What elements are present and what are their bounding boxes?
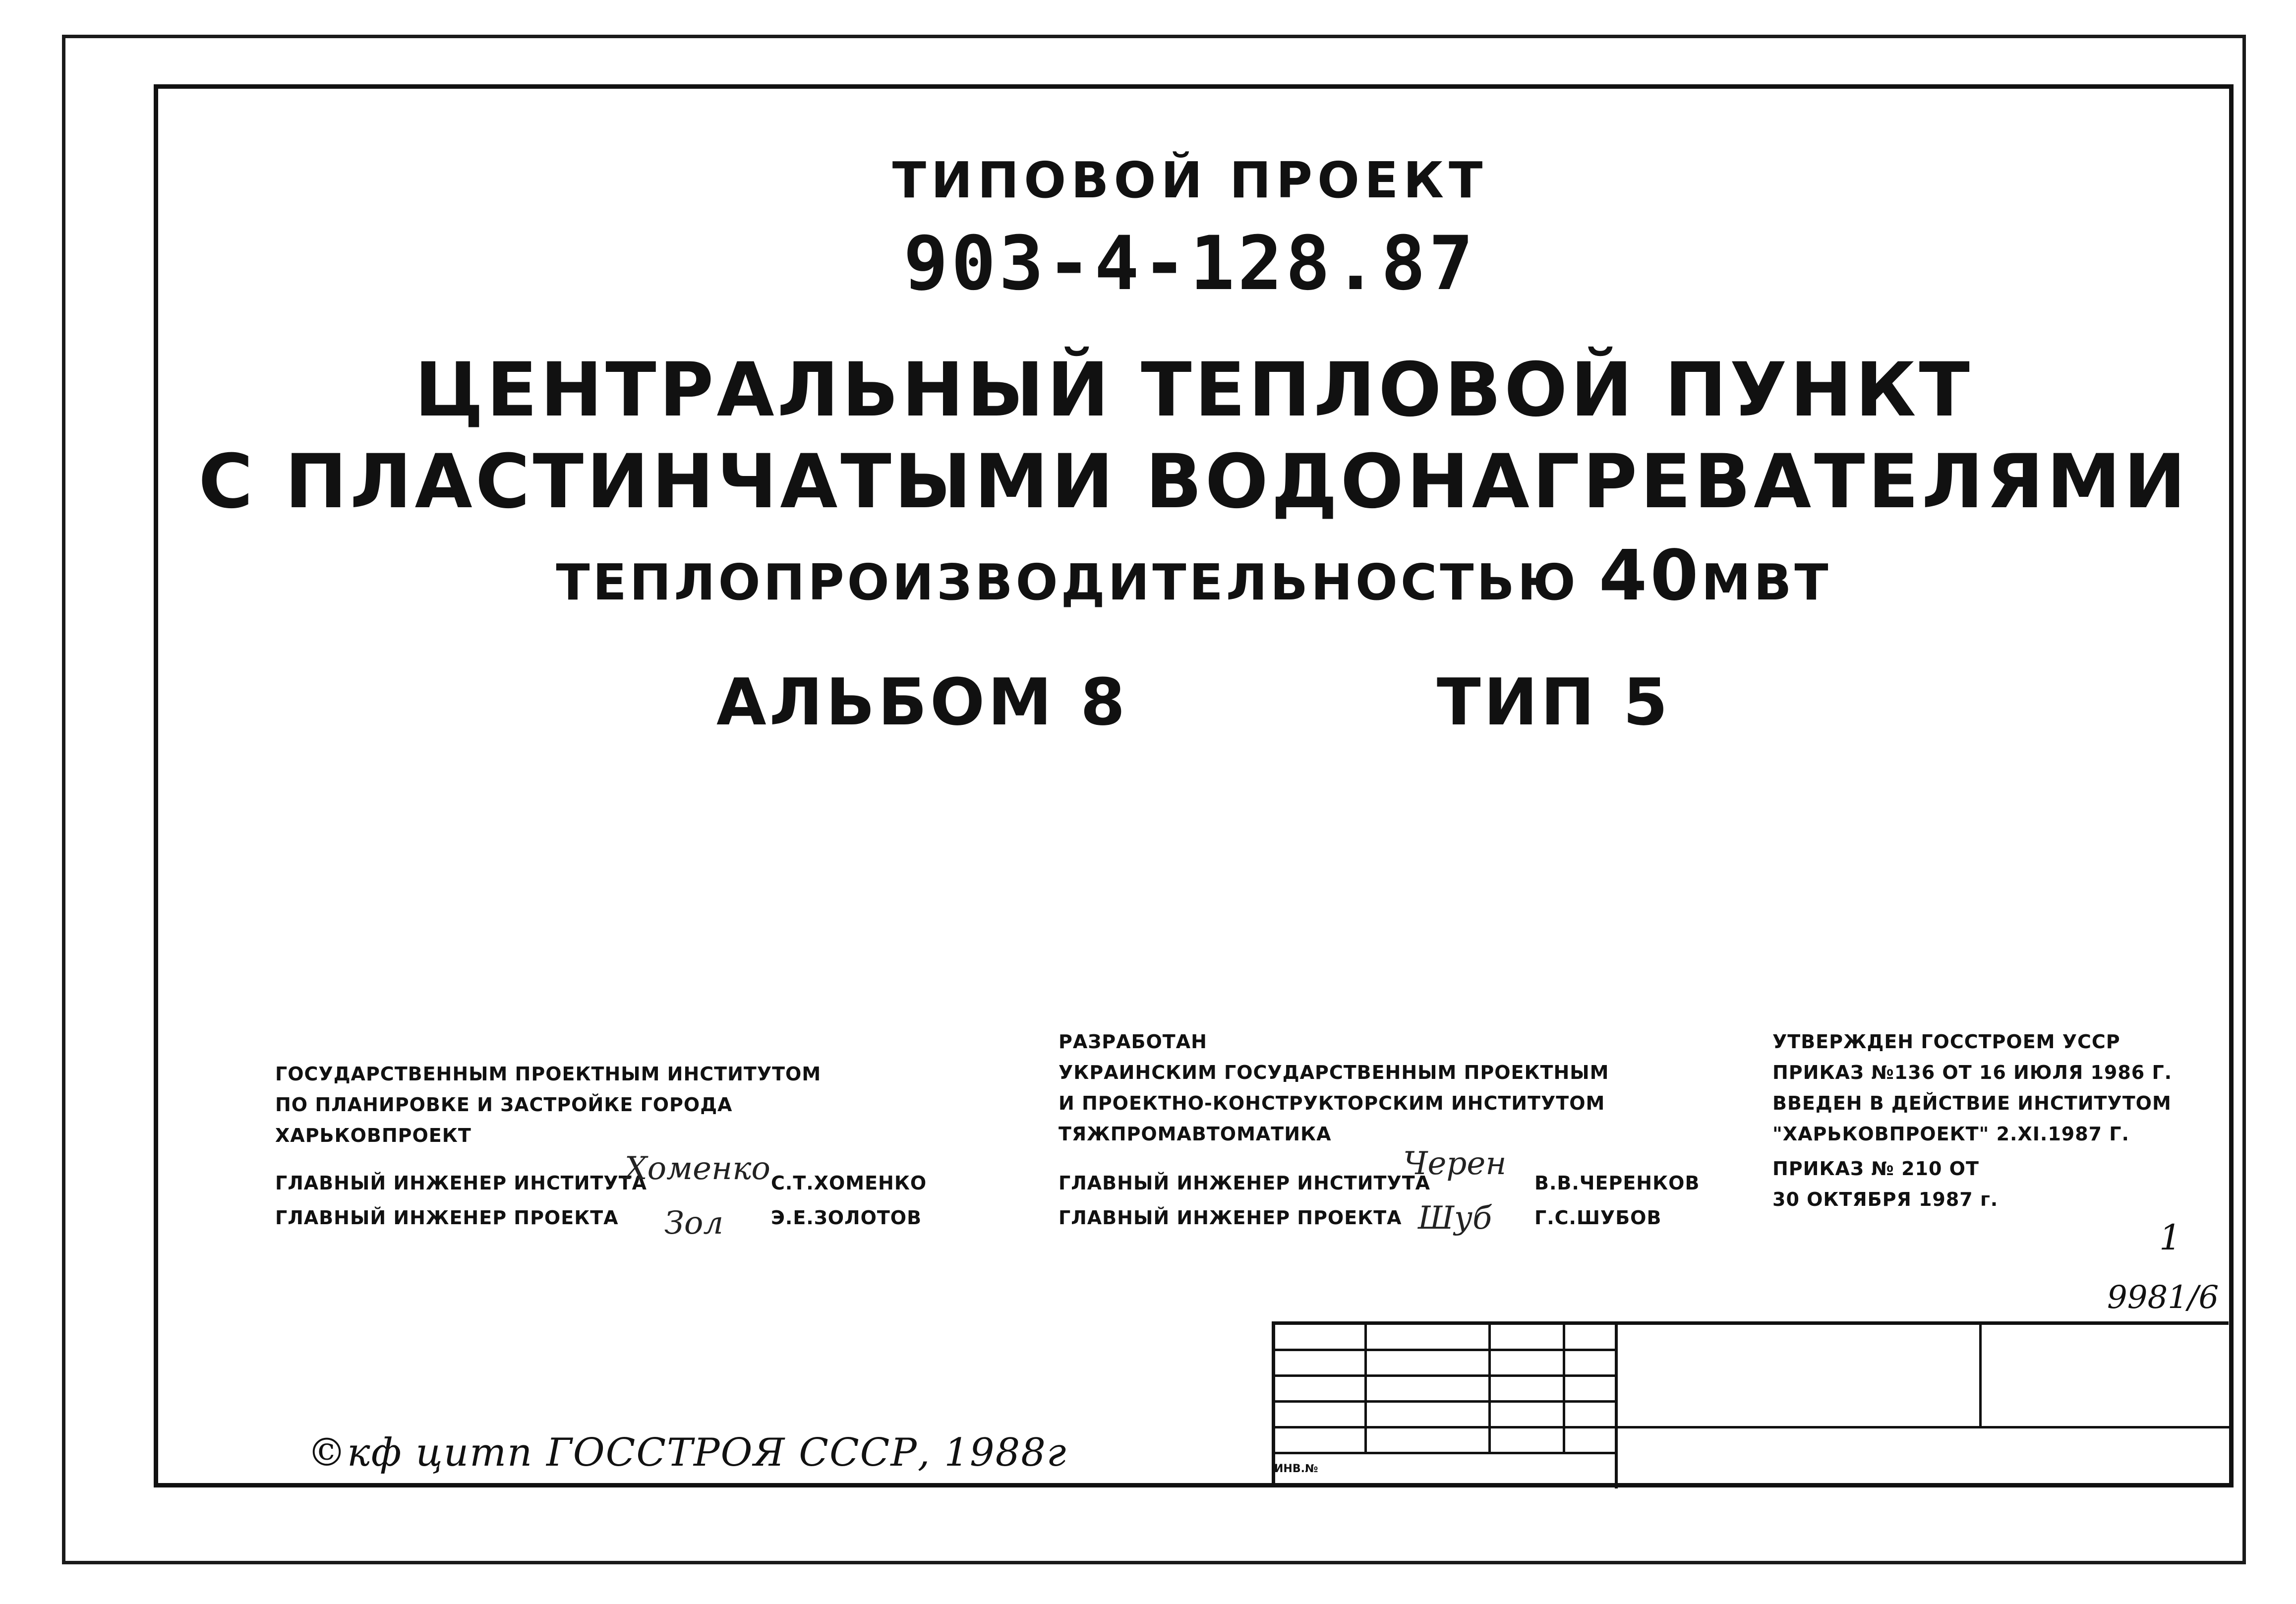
title-line-3 (154, 535, 2234, 616)
middle-chief-project-name: Г.С.ШУБОВ (1534, 1207, 1662, 1229)
left-organization-block (275, 1059, 821, 1151)
stamp-row-line (1275, 1400, 1617, 1403)
title-line-1: ЦЕНТРАЛЬНЫЙ ТЕПЛОВОЙ ПУНКТ (414, 347, 1973, 433)
album-number: 8 (1080, 664, 1128, 740)
capacity-unit: МВТ (1701, 553, 1831, 611)
album-row (154, 664, 2234, 740)
inventory-label: ИНВ.№ (1274, 1463, 1318, 1475)
stamp-row-line (1275, 1374, 1617, 1377)
middle-signature-2: Шуб (1418, 1200, 1492, 1237)
stamp-row-line (1275, 1452, 1617, 1454)
approval-block (1772, 1026, 2172, 1215)
capacity-label: ТЕПЛОПРОИЗВОДИТЕЛЬНОСТЬЮ (556, 553, 1599, 611)
middle-chief-institute-label: ГЛАВНЫЙ ИНЖЕНЕР ИНСТИТУТА (1059, 1172, 1431, 1194)
middle-signature-1: Черен (1403, 1145, 1507, 1182)
sheet-number: 1 (2159, 1217, 2181, 1258)
left-chief-project-label: ГЛАВНЫЙ ИНЖЕНЕР ПРОЕКТА (275, 1207, 619, 1229)
stamp-row-line (1275, 1426, 2232, 1428)
left-signature-2: Зол (664, 1205, 724, 1242)
approval-line-1: УТВЕРЖДЕН ГОССТРОЕМ УССР (1772, 1031, 2120, 1053)
archive-number: 9981/6 (2107, 1279, 2219, 1316)
type-number: 5 (1623, 664, 1671, 740)
stamp-row-line (1275, 1349, 1617, 1351)
stamp-table (1272, 1321, 2229, 1485)
stamp-col-line (1563, 1325, 1565, 1452)
left-chief-project-name: Э.Е.ЗОЛОТОВ (771, 1207, 922, 1229)
title-line-2: С ПЛАСТИНЧАТЫМИ ВОДОНАГРЕВАТЕЛЯМИ (198, 439, 2189, 525)
middle-chief-institute-name: В.В.ЧЕРЕНКОВ (1534, 1172, 1700, 1194)
middle-org-line-2: И ПРОЕКТНО-КОНСТРУКТОРСКИМ ИНСТИТУТОМ (1059, 1092, 1605, 1114)
approval-line-4: "ХАРЬКОВПРОЕКТ" 2.XI.1987 Г. (1772, 1123, 2129, 1145)
stamp-col-line (1488, 1325, 1491, 1452)
left-signature-1: Хоменко (625, 1150, 770, 1187)
approval-line-3: ВВЕДЕН В ДЕЙСТВИЕ ИНСТИТУТОМ (1772, 1092, 2172, 1114)
approval-line-6: 30 ОКТЯБРЯ 1987 г. (1772, 1188, 1999, 1210)
project-number: 903-4-128.87 (903, 221, 1476, 307)
left-org-line-3: ХАРЬКОВПРОЕКТ (275, 1125, 471, 1146)
copyright: ©кф цитп ГОССТРОЯ СССР, 1988г (307, 1430, 1067, 1475)
stamp-col-line (1979, 1325, 1982, 1426)
left-chief-institute-label: ГЛАВНЫЙ ИНЖЕНЕР ИНСТИТУТА (275, 1172, 648, 1194)
middle-org-line-3: ТЯЖПРОМАВТОМАТИКА (1059, 1123, 1332, 1145)
capacity-value: 40 (1598, 535, 1702, 616)
stamp-col-line (1615, 1325, 1618, 1488)
left-chief-institute-name: С.Т.ХОМЕНКО (771, 1172, 927, 1194)
album-label: АЛЬБОМ (716, 664, 1055, 740)
middle-chief-project-label: ГЛАВНЫЙ ИНЖЕНЕР ПРОЕКТА (1059, 1207, 1402, 1229)
left-org-line-2: ПО ПЛАНИРОВКЕ И ЗАСТРОЙКЕ ГОРОДА (275, 1094, 733, 1116)
left-org-line-1: ГОСУДАРСТВЕННЫМ ПРОЕКТНЫМ ИНСТИТУТОМ (275, 1063, 822, 1085)
middle-organization-block (1059, 1026, 1609, 1149)
type-label: ТИП (1436, 664, 1598, 740)
project-label: ТИПОВОЙ ПРОЕКТ (892, 151, 1488, 209)
approval-line-2: ПРИКАЗ №136 ОТ 16 ИЮЛЯ 1986 Г. (1772, 1062, 2173, 1083)
approval-line-5: ПРИКАЗ № 210 ОТ (1772, 1158, 1979, 1180)
middle-developed-label: РАЗРАБОТАН (1059, 1031, 1207, 1053)
stamp-col-line (1364, 1325, 1367, 1452)
middle-org-line-1: УКРАИНСКИМ ГОСУДАРСТВЕННЫМ ПРОЕКТНЫМ (1059, 1062, 1609, 1083)
